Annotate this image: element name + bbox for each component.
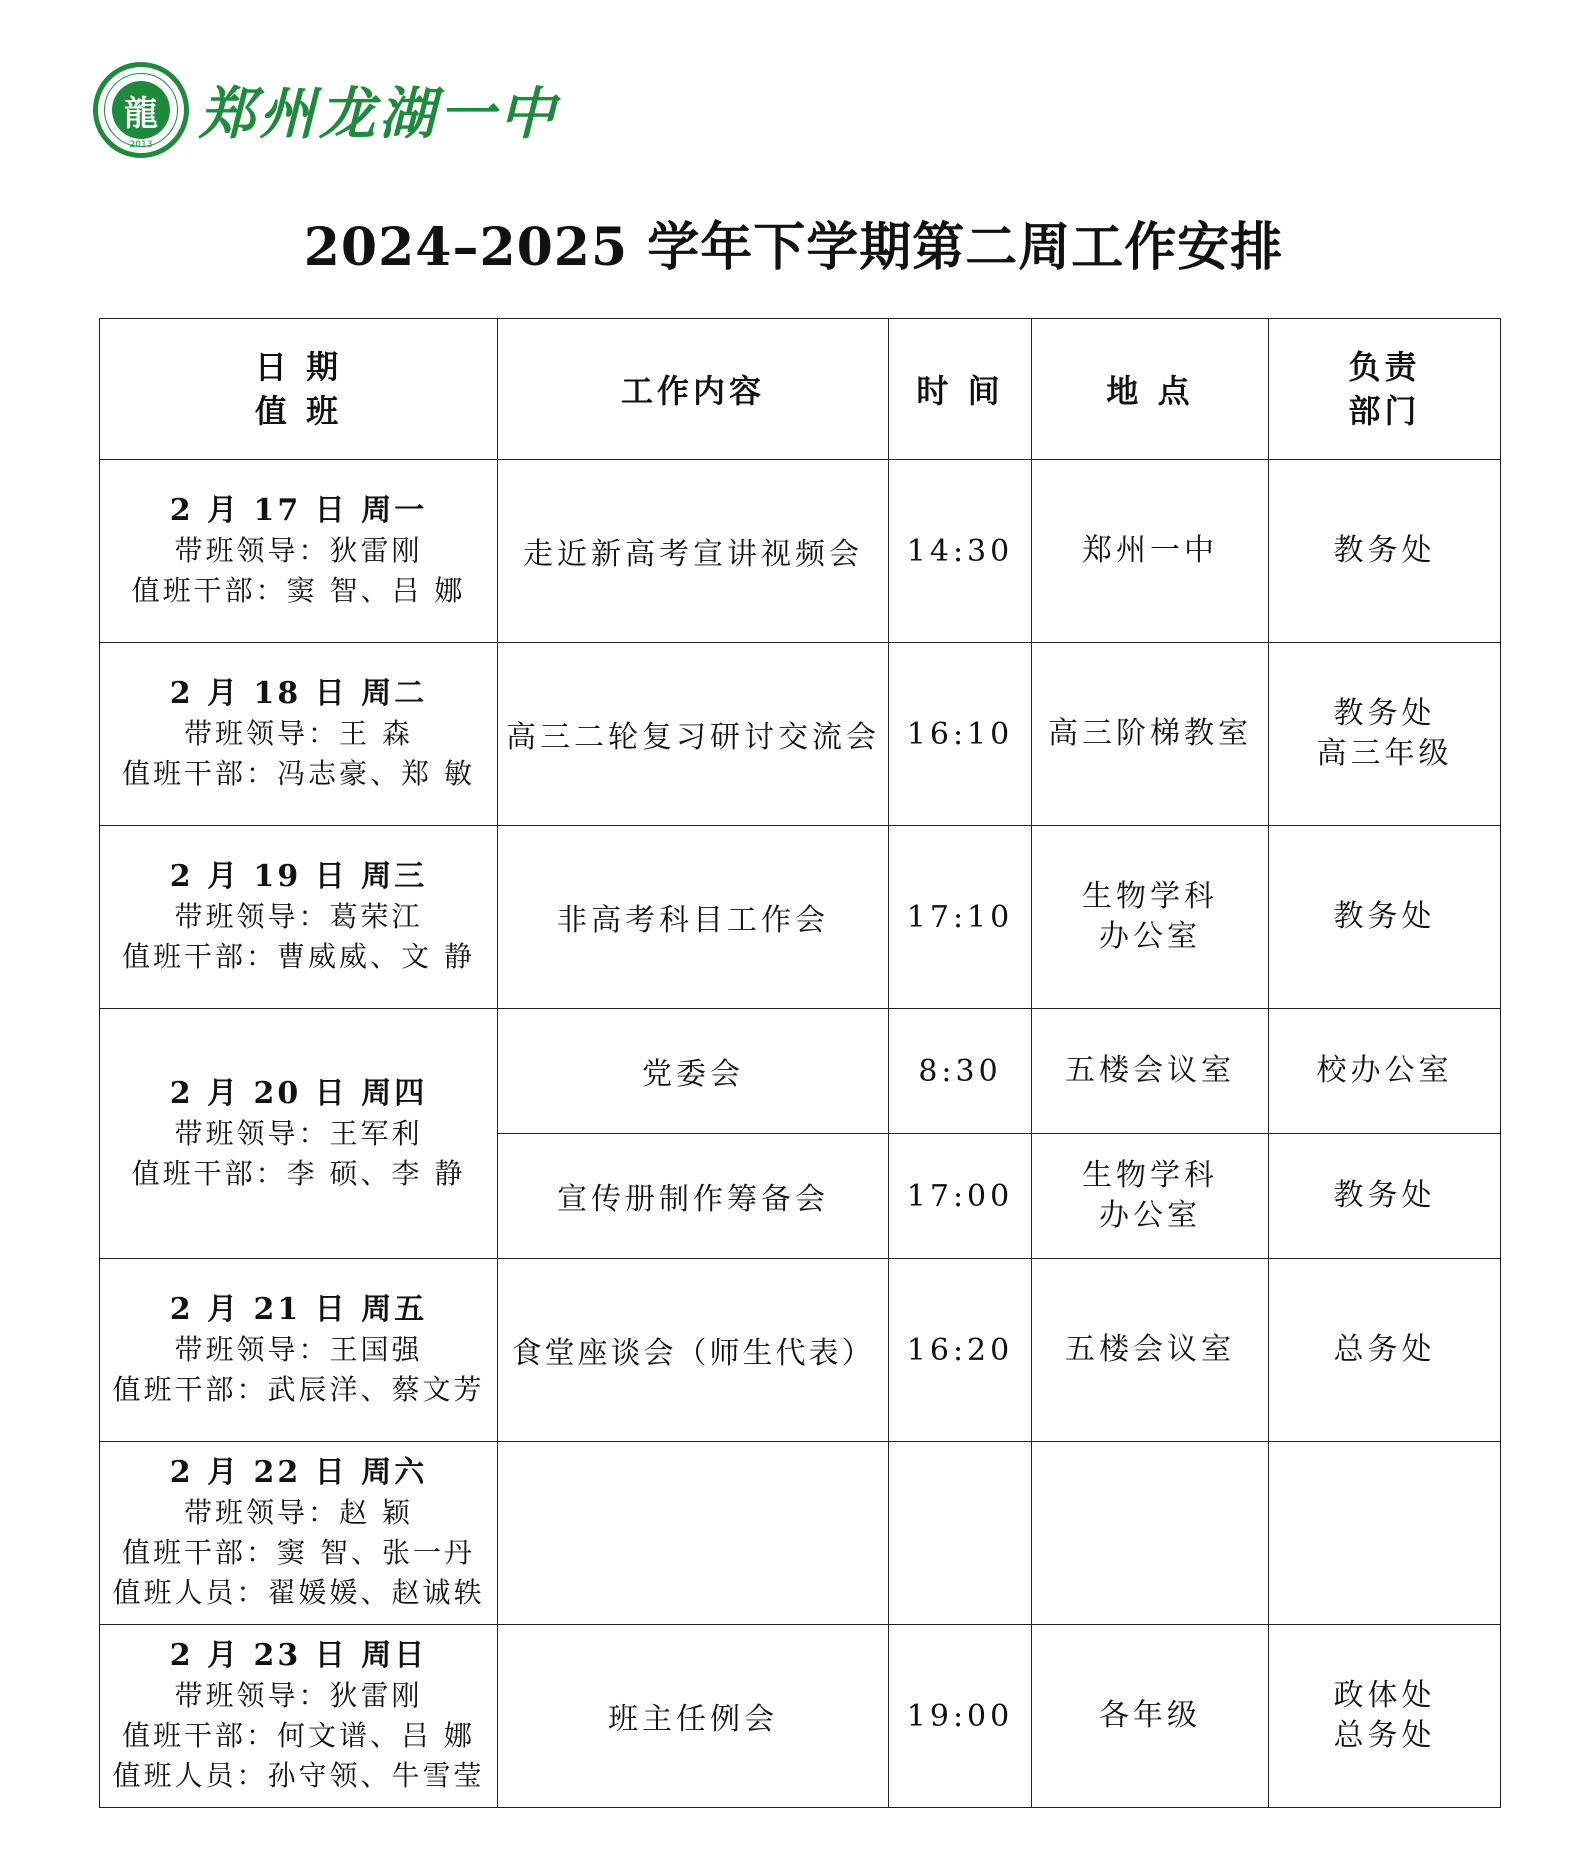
event-place xyxy=(1032,643,1269,826)
day-staff: 值班人员：孙守领、牛雪莹 xyxy=(112,1759,485,1792)
day-cadre: 值班干部：何文谱、吕 娜 xyxy=(122,1719,475,1752)
event-place-line: 郑州一中 xyxy=(1082,533,1218,568)
school-seal-icon xyxy=(93,62,189,158)
day-cell xyxy=(100,643,498,826)
event-dept xyxy=(1269,460,1501,643)
event-place xyxy=(1032,1009,1269,1134)
table-row xyxy=(100,1625,1501,1808)
table-row xyxy=(100,1259,1501,1442)
event-content xyxy=(498,1442,889,1625)
day-leader: 带班领导：狄雷刚 xyxy=(174,1679,423,1712)
day-leader: 带班领导：狄雷刚 xyxy=(174,534,423,567)
event-place xyxy=(1032,1134,1269,1259)
seal-ring xyxy=(104,73,178,147)
event-dept-line: 教务处 xyxy=(1333,1178,1436,1213)
event-dept-line: 总务处 xyxy=(1333,1718,1436,1753)
day-date: 2 月 21 日 周五 xyxy=(169,1292,428,1327)
day-cell xyxy=(100,1442,498,1625)
day-date: 2 月 18 日 周二 xyxy=(169,676,428,711)
event-place-line: 五楼会议室 xyxy=(1065,1053,1235,1088)
event-place-line: 办公室 xyxy=(1099,1198,1201,1233)
table-row xyxy=(100,643,1501,826)
event-dept xyxy=(1269,1442,1501,1625)
event-dept-line: 政体处 xyxy=(1333,1678,1436,1713)
event-place xyxy=(1032,460,1269,643)
event-dept-line: 教务处 xyxy=(1333,533,1436,568)
page-title: 2024–2025 学年下学期第二周工作安排 xyxy=(303,217,1284,278)
event-time xyxy=(889,1442,1032,1625)
day-cadre: 值班干部：冯志豪、郑 敏 xyxy=(122,757,475,790)
school-name: 郑州龙湖一中 xyxy=(199,81,559,147)
event-place xyxy=(1032,1442,1269,1625)
day-cadre: 值班干部：李 硕、李 静 xyxy=(131,1156,466,1190)
event-content: 非高考科目工作会 xyxy=(498,826,889,1009)
day-cadre: 值班干部：武辰洋、蔡文芳 xyxy=(112,1373,485,1406)
day-cadre: 值班干部：窦 智、吕 娜 xyxy=(131,574,466,607)
day-leader: 带班领导：王国强 xyxy=(174,1333,423,1366)
event-dept-line: 校办公室 xyxy=(1316,1053,1453,1088)
table-row xyxy=(100,1442,1501,1625)
table-row xyxy=(100,826,1501,1009)
day-leader: 带班领导：葛荣江 xyxy=(174,900,423,933)
event-dept xyxy=(1269,643,1501,826)
day-cadre: 值班干部：曹威威、文 静 xyxy=(122,940,475,973)
event-time: 19:00 xyxy=(889,1625,1032,1808)
day-leader: 带班领导：王 森 xyxy=(184,717,413,750)
day-staff: 值班人员：翟媛媛、赵诚轶 xyxy=(112,1576,485,1609)
event-dept xyxy=(1269,1259,1501,1442)
event-content: 班主任例会 xyxy=(498,1625,889,1808)
event-time: 16:20 xyxy=(889,1259,1032,1442)
event-place xyxy=(1032,826,1269,1009)
event-content: 走近新高考宣讲视频会 xyxy=(498,460,889,643)
day-cell xyxy=(100,1009,498,1259)
event-dept-line: 高三年级 xyxy=(1316,736,1453,771)
day-leader: 带班领导：王军利 xyxy=(174,1116,423,1150)
event-place-line: 生物学科 xyxy=(1082,1158,1218,1193)
day-date: 2 月 22 日 周六 xyxy=(169,1455,428,1490)
header-date-line2: 值 班 xyxy=(254,392,343,430)
day-date: 2 月 23 日 周日 xyxy=(169,1638,428,1673)
event-time: 16:10 xyxy=(889,643,1032,826)
event-dept xyxy=(1269,1134,1501,1259)
header-dept xyxy=(1269,319,1501,460)
table-row xyxy=(100,460,1501,643)
event-dept-line: 教务处 xyxy=(1333,899,1436,934)
header-content: 工作内容 xyxy=(498,319,889,460)
event-place xyxy=(1032,1259,1269,1442)
schedule-table xyxy=(99,318,1501,1808)
event-place-line: 办公室 xyxy=(1099,919,1201,954)
day-cell xyxy=(100,460,498,643)
header-date-line1: 日 期 xyxy=(254,348,343,386)
event-place-line: 五楼会议室 xyxy=(1065,1332,1235,1367)
day-cell xyxy=(100,826,498,1009)
event-place-line: 生物学科 xyxy=(1082,879,1218,914)
event-dept-line: 总务处 xyxy=(1333,1332,1436,1367)
header-dept-line1: 负责 xyxy=(1348,348,1421,386)
seal-char: 龍 xyxy=(112,81,170,139)
event-dept-line: 教务处 xyxy=(1333,696,1436,731)
header-dept-line2: 部门 xyxy=(1348,392,1421,430)
event-dept xyxy=(1269,1009,1501,1134)
event-time: 17:00 xyxy=(889,1134,1032,1259)
header-date xyxy=(100,319,498,460)
table-row xyxy=(100,1009,1501,1134)
day-date: 2 月 19 日 周三 xyxy=(169,859,428,894)
event-content: 食堂座谈会（师生代表） xyxy=(498,1259,889,1442)
event-content: 党委会 xyxy=(498,1009,889,1134)
event-place-line: 各年级 xyxy=(1099,1698,1201,1733)
day-date: 2 月 17 日 周一 xyxy=(169,493,428,528)
event-dept xyxy=(1269,1625,1501,1808)
event-time: 8:30 xyxy=(889,1009,1032,1134)
event-dept xyxy=(1269,826,1501,1009)
school-logo xyxy=(93,62,559,158)
header-place: 地 点 xyxy=(1032,319,1269,460)
event-time: 17:10 xyxy=(889,826,1032,1009)
header-row xyxy=(100,319,1501,460)
day-cadre: 值班干部：窦 智、张一丹 xyxy=(122,1536,475,1569)
event-place-line: 高三阶梯教室 xyxy=(1048,716,1252,751)
event-content: 高三二轮复习研讨交流会 xyxy=(498,643,889,826)
seal-year: 2013 xyxy=(129,140,153,150)
event-place xyxy=(1032,1625,1269,1808)
header-time: 时 间 xyxy=(889,319,1032,460)
day-leader: 带班领导：赵 颖 xyxy=(184,1496,413,1529)
day-cell xyxy=(100,1259,498,1442)
event-time: 14:30 xyxy=(889,460,1032,643)
day-date: 2 月 20 日 周四 xyxy=(169,1075,428,1111)
event-content: 宣传册制作筹备会 xyxy=(498,1134,889,1259)
day-cell xyxy=(100,1625,498,1808)
